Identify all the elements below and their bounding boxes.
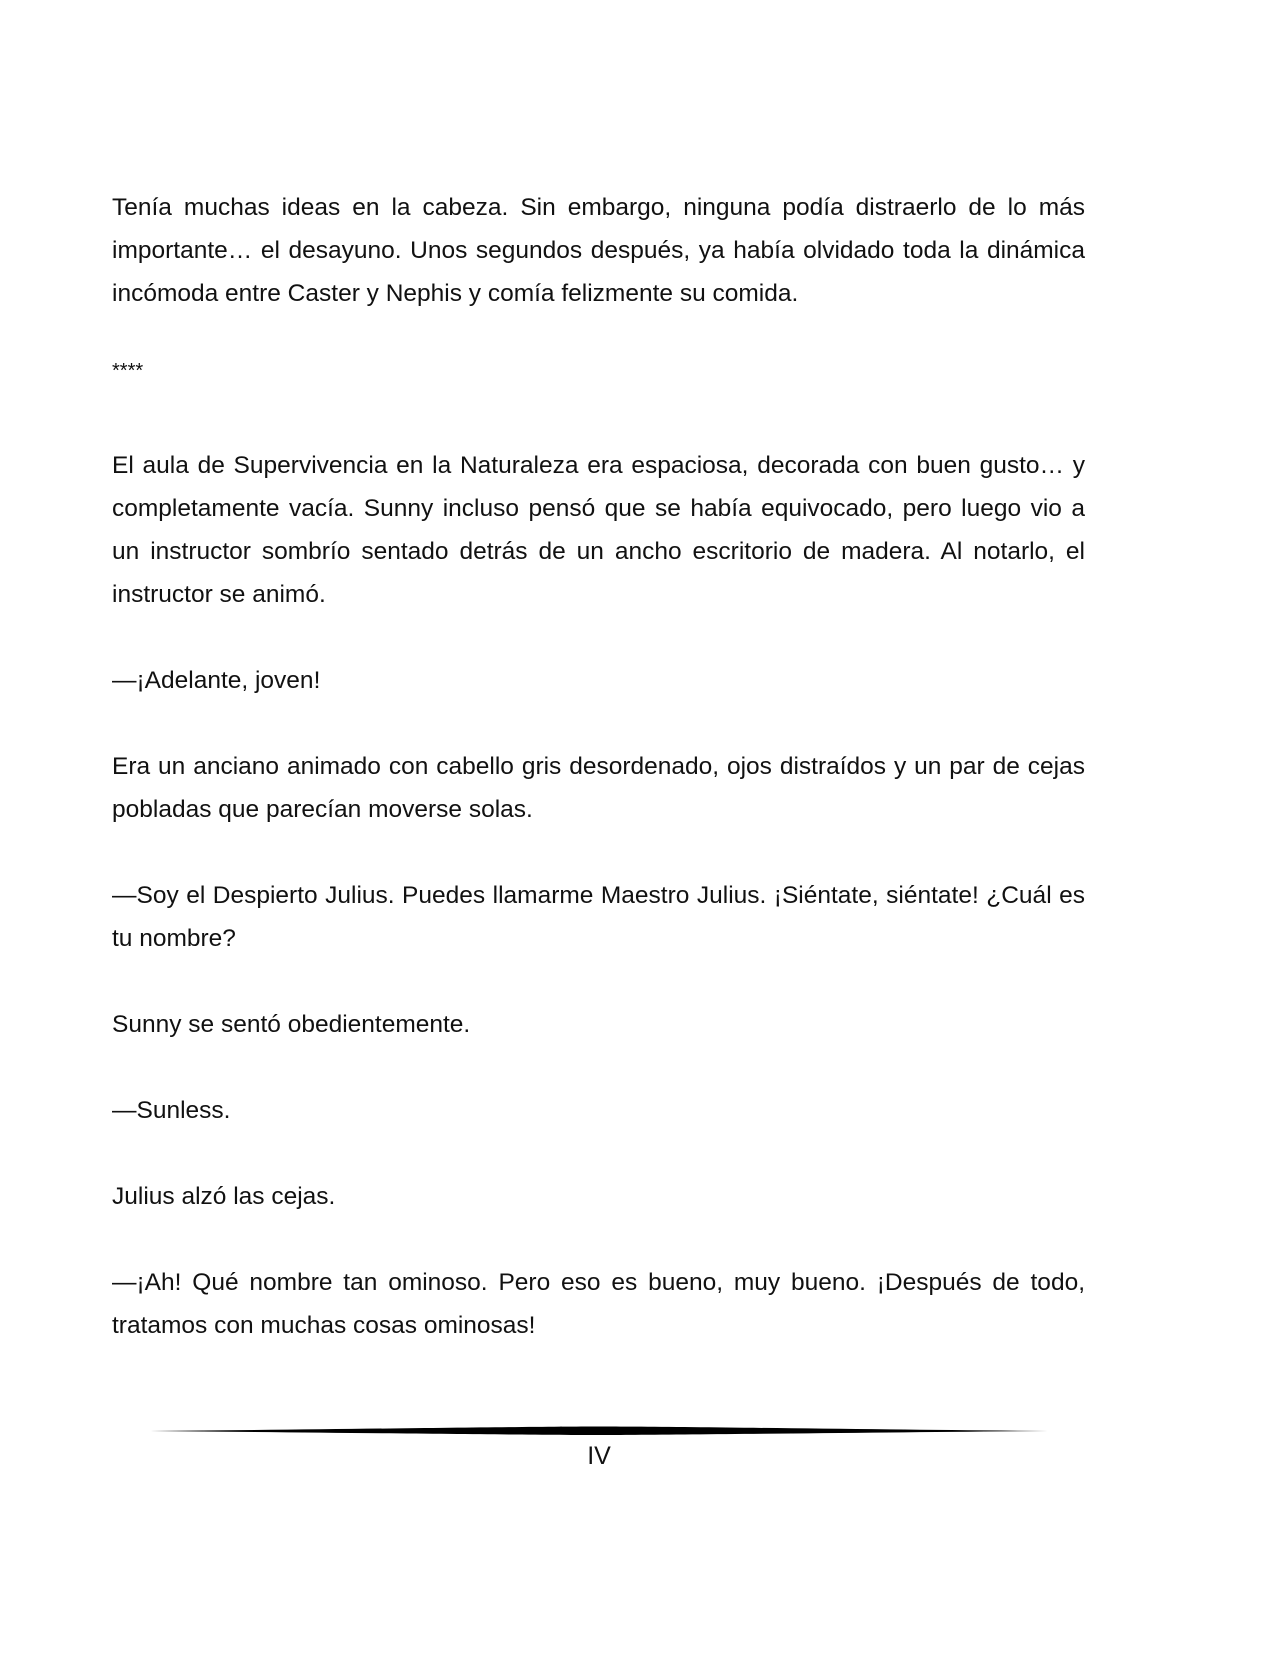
paragraph-old-man: Era un anciano animado con cabello gris desordenado, ojos distraídos y un par de cejas pobladas que parecían moverse solas.	[112, 753, 1085, 823]
footer-divider-rule	[150, 1424, 1048, 1438]
page-number: IV	[587, 1442, 611, 1470]
scene-separator: ****	[112, 360, 144, 382]
paragraph-breakfast: Tenía muchas ideas en la cabeza. Sin embargo, ninguna podía distraerlo de lo más importante… el desayuno. Unos segundos después, ya había olvidado toda la dinámica incómoda entre Caster y Nephis y comía felizmente su comida.	[112, 194, 1085, 307]
dialogue-julius-intro: —Soy el Despierto Julius. Puedes llamarme Maestro Julius. ¡Siéntate, siéntate! ¿Cuál es tu nombre?	[112, 882, 1085, 952]
paragraph-eyebrows: Julius alzó las cejas.	[112, 1183, 336, 1210]
paragraph-sunny-sits: Sunny se sentó obedientemente.	[112, 1011, 471, 1038]
dialogue-ominous-name: —¡Ah! Qué nombre tan ominoso. Pero eso es bueno, muy bueno. ¡Después de todo, tratamos con muchas cosas ominosas!	[112, 1269, 1085, 1339]
dialogue-sunless: —Sunless.	[112, 1097, 231, 1124]
paragraph-classroom: El aula de Supervivencia en la Naturaleza era espaciosa, decorada con buen gusto… y completamente vacía. Sunny incluso pensó que se había equivocado, pero luego vio a un instructor sombrío sentado detrás de un ancho escritorio de madera. Al notarlo, el instructor se animó.	[112, 452, 1085, 608]
dialogue-come-in: —¡Adelante, joven!	[112, 667, 321, 694]
